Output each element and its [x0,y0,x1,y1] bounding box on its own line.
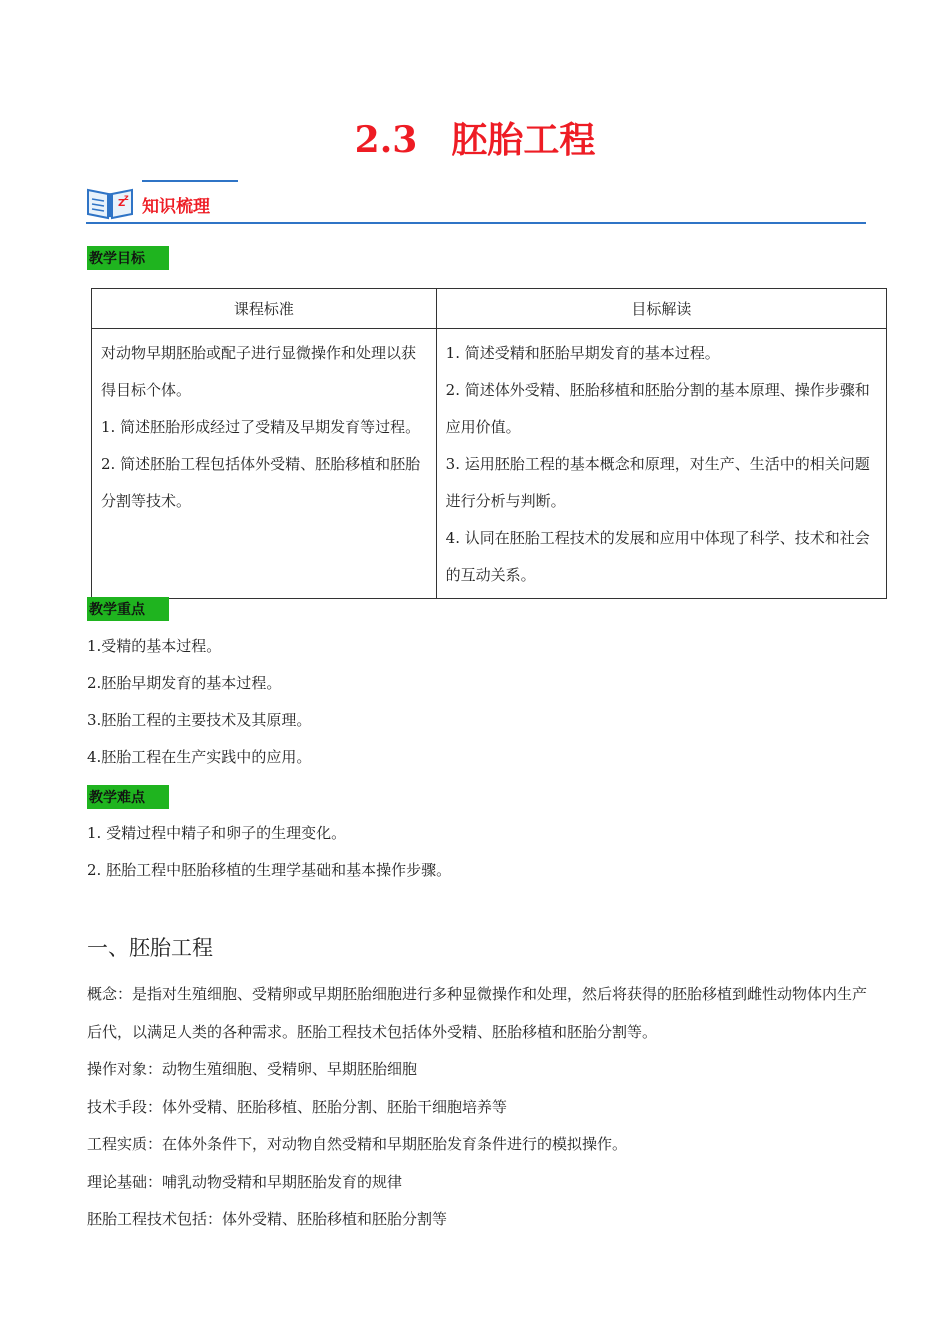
list-item: 1. 受精过程中精子和卵子的生理变化。 [87,824,347,842]
banner-divider [86,222,866,224]
standard-line: 1. 简述胚胎形成经过了受精及早期发育等过程。 [101,418,421,436]
interpretation-line: 3. 运用胚胎工程的基本概念和原理，对生产、生活中的相关问题进行分析与判断。 [445,455,870,510]
standard-line: 2. 简述胚胎工程包括体外受精、胚胎移植和胚胎分割等技术。 [101,455,421,510]
list-item: 4.胚胎工程在生产实践中的应用。 [87,748,312,766]
standard-cell [92,329,437,599]
svg-text:Z: Z [118,198,126,209]
concept-paragraph: 概念：是指对生殖细胞、受精卵或早期胚胎细胞进行多种显微操作和处理，然后将获得的胚胎移植到雌性动物体内生产后代，以满足人类的各种需求。胚胎工程技术包括体外受精、胚胎移植和胚胎分割等。 [87,985,868,1041]
list-item: 3.胚胎工程的主要技术及其原理。 [87,711,312,729]
open-book-icon [84,180,136,222]
banner-accent-line [142,180,238,182]
body-line: 胚胎工程技术包括：体外受精、胚胎移植和胚胎分割等 [87,1210,448,1228]
body-line: 操作对象：动物生殖细胞、受精卵、早期胚胎细胞 [87,1060,418,1078]
objectives-tag: 教学目标 [87,246,169,270]
svg-text:z: z [124,193,129,202]
body-line: 工程实质：在体外条件下，对动物自然受精和早期胚胎发育条件进行的模拟操作。 [87,1135,628,1153]
table-header-interpretation: 目标解读 [436,289,886,329]
table-header-standard: 课程标准 [92,289,437,329]
title-number: 2.3 [354,119,418,161]
list-item: 2. 胚胎工程中胚胎移植的生理学基础和基本操作步骤。 [87,861,452,879]
page-title [0,112,950,163]
key-points-list [87,628,311,776]
section-heading: 一、胚胎工程 [87,936,213,960]
title-text: 胚胎工程 [451,119,596,161]
key-points-tag: 教学重点 [87,597,169,621]
standard-line: 对动物早期胚胎或配子进行显微操作和处理以获得目标个体。 [101,344,417,399]
interpretation-line: 4. 认同在胚胎工程技术的发展和应用中体现了科学、技术和社会的互动关系。 [445,529,870,584]
list-item: 1.受精的基本过程。 [87,637,222,655]
interpretation-line: 2. 简述体外受精、胚胎移植和胚胎分割的基本原理、操作步骤和应用价值。 [445,381,870,436]
knowledge-banner [84,176,866,226]
interpretation-cell [436,329,886,599]
interpretation-line: 1. 简述受精和胚胎早期发育的基本过程。 [445,344,720,362]
section-body [87,976,877,1239]
body-line: 技术手段：体外受精、胚胎移植、胚胎分割、胚胎干细胞培养等 [87,1097,508,1116]
difficulties-tag: 教学难点 [87,785,169,809]
difficulties-list [87,815,451,889]
banner-label: 知识梳理 [142,197,210,217]
body-line: 理论基础：哺乳动物受精和早期胚胎发育的规律 [87,1172,403,1191]
objectives-table [91,288,887,599]
list-item: 2.胚胎早期发育的基本过程。 [87,674,282,692]
